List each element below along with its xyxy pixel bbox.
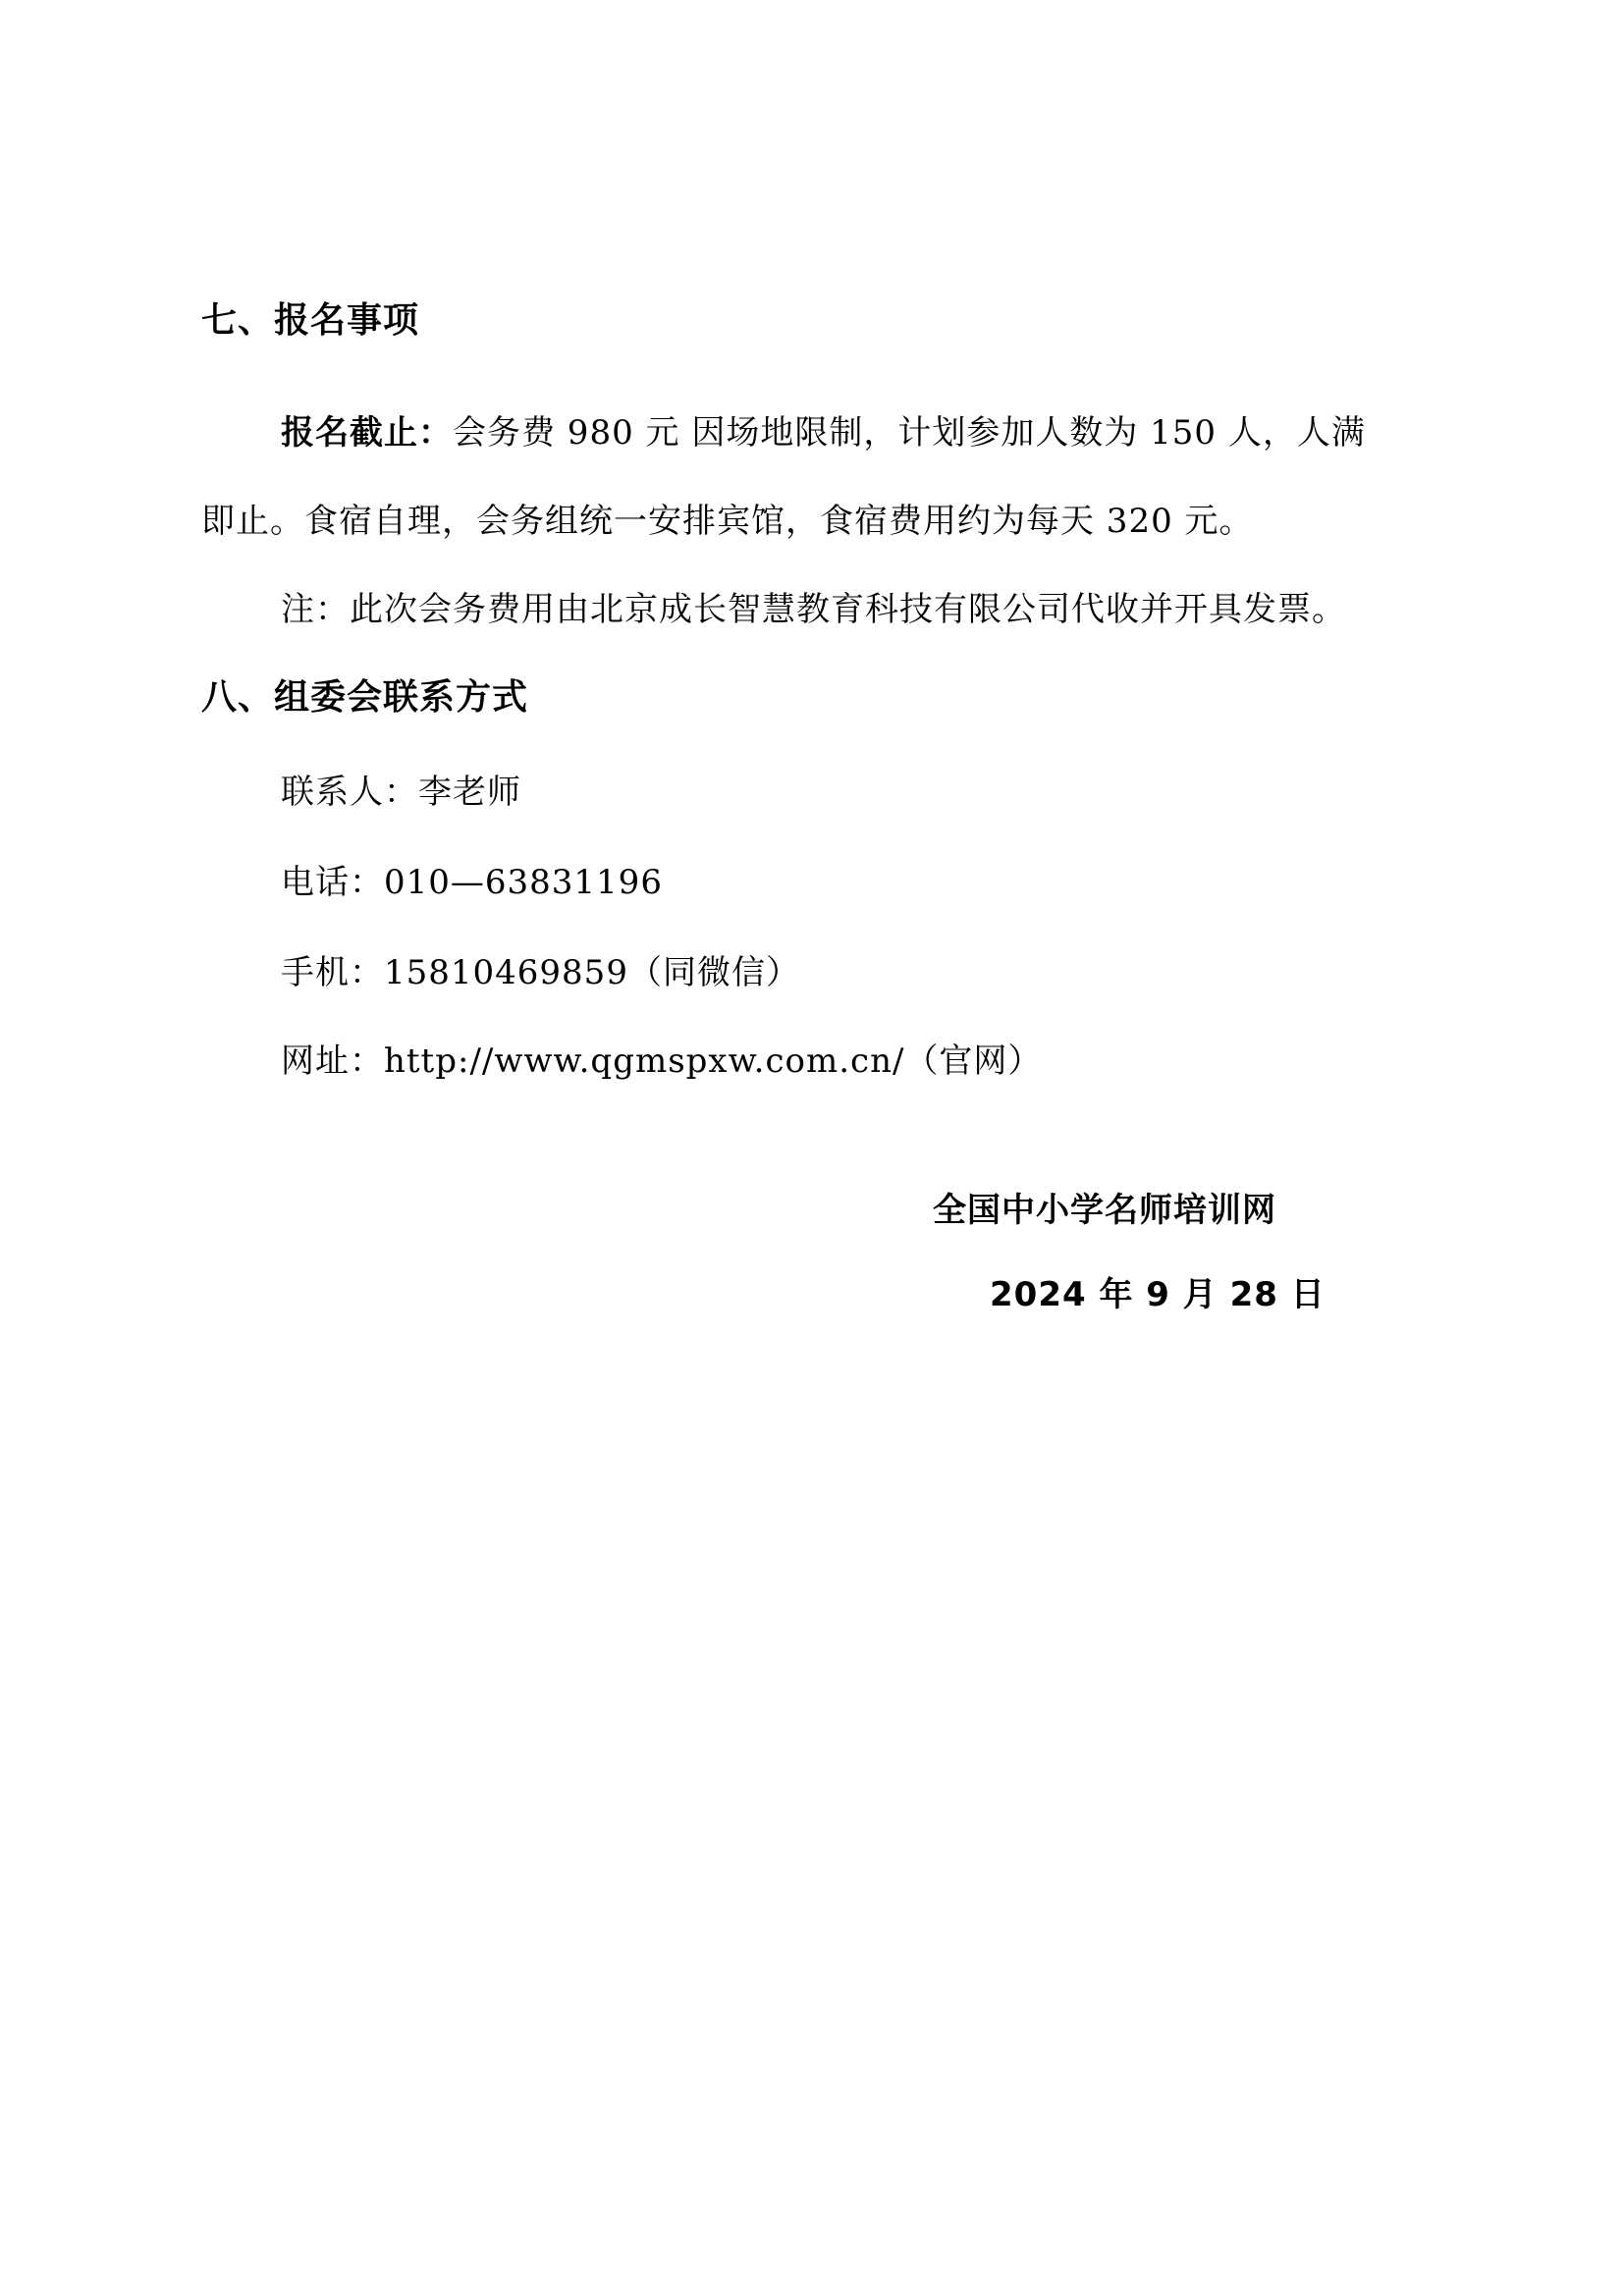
website-address: 网址：http://www.qgmspxw.com.cn/（官网） [281,1041,1043,1081]
mobile-number: 手机：15810469859（同微信） [281,953,800,992]
registration-paragraph-line-2: 即止。食宿自理，会务组统一安排宾馆，食宿费用约为每天 320 元。 [201,502,1254,541]
fee-text: 会务费 980 元 因场地限制，计划参加人数为 150 人，人满 [453,413,1366,453]
signature-organization: 全国中小学名师培训网 [933,1191,1276,1230]
contact-person: 联系人：李老师 [281,773,521,812]
registration-paragraph-line-1 [281,410,1366,455]
section-8-heading: 八、组委会联系方式 [201,677,529,718]
invoice-note: 注：此次会务费用由北京成长智慧教育科技有限公司代收并开具发票。 [281,590,1346,629]
phone-number: 电话：010—63831196 [281,863,663,902]
signature-date: 2024 年 9 月 28 日 [990,1275,1326,1314]
deadline-label: 报名截止： [281,413,453,453]
section-7-heading: 七、报名事项 [201,300,420,341]
